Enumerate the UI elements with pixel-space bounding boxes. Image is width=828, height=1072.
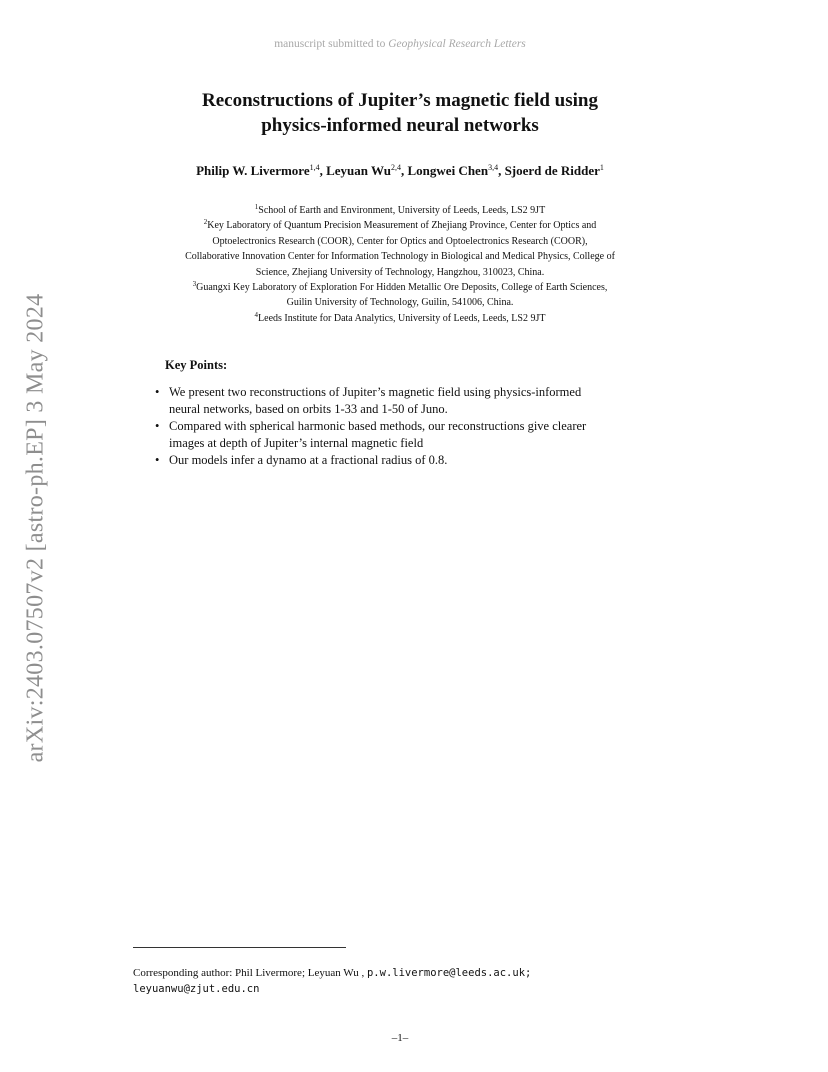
bullet-icon: • xyxy=(155,453,160,467)
corresponding-author-footnote xyxy=(133,965,653,997)
email-link[interactable]: leyuanwu@zjut.edu.cn xyxy=(133,983,260,995)
key-point-item: • Our models infer a dynamo at a fractional radius of 0.8. xyxy=(155,453,448,467)
title-line-1: Reconstructions of Jupiter’s magnetic field using xyxy=(202,90,598,111)
author-name: Longwei Chen xyxy=(407,163,489,178)
author-name: Sjoerd de Ridder xyxy=(504,163,600,178)
affiliation-line: Collaborative Innovation Center for Information Technology in Biological and Medical Physics, College of xyxy=(185,251,615,263)
affiliation-line: $^3$Guangxi Key Laboratory of Exploration For Hidden Metallic Ore Deposits, College of Earth Sciences, xyxy=(192,280,608,294)
author-name: Leyuan Wu xyxy=(326,163,392,178)
bullet-icon: • xyxy=(155,419,160,433)
title-line-2: physics-informed neural networks xyxy=(261,115,539,136)
header-prefix: manuscript submitted to xyxy=(274,38,389,50)
email-link[interactable]: p.w.livermore@leeds.ac.uk; xyxy=(366,967,532,979)
affiliation-line: Science, Zhejiang University of Technology, Hangzhou, 310023, China. xyxy=(255,266,545,278)
affiliation-mark: 4 xyxy=(254,310,259,319)
key-point-item: • We present two reconstructions of Jupiter’s magnetic field using physics-informed neural networks, based on orbits 1-33 and 1-50 of Juno. xyxy=(155,385,582,416)
author-affiliation-mark: 3,4 xyxy=(488,163,499,172)
affiliation-line: $^4$Leeds Institute for Data Analytics, University of Leeds, Leeds, LS2 9JT xyxy=(254,310,546,324)
journal-name: Geophysical Research Letters xyxy=(388,38,526,50)
author-list: Philip W. Livermore$^{1,4}$, Leyuan Wu$^{2,4}$, Longwei Chen$^{3,4}$, Sjoerd de Ridder$^1$ xyxy=(196,163,604,178)
arxiv-identifier-stamp: arXiv:2403.07507v2 [astro-ph.EP] 3 May 2024 xyxy=(22,293,49,763)
footnote-text: Corresponding author: Phil Livermore; Leyuan Wu , xyxy=(133,967,367,979)
paper-title xyxy=(134,88,666,138)
author-affiliation-mark: 1 xyxy=(599,163,604,172)
page-number: –1– xyxy=(391,1032,409,1044)
affiliation-line: Guilin University of Technology, Guilin, 541006, China. xyxy=(286,297,514,309)
key-points-heading: Key Points: xyxy=(165,358,228,372)
key-points-list xyxy=(153,384,665,470)
affiliations-block xyxy=(120,203,680,326)
manuscript-header xyxy=(0,38,800,50)
affiliation-line: Optoelectronics Research (COOR), Center for Optics and Optoelectronics Research (COOR), xyxy=(212,235,588,247)
footnote-divider xyxy=(133,947,346,948)
affiliation-mark: 1 xyxy=(254,203,259,211)
bullet-icon: • xyxy=(155,385,160,399)
affiliation-line: $^1$School of Earth and Environment, University of Leeds, Leeds, LS2 9JT xyxy=(254,203,546,216)
author-name: Philip W. Livermore xyxy=(196,163,310,178)
affiliation-mark: 3 xyxy=(192,280,197,289)
author-affiliation-mark: 2,4 xyxy=(391,163,402,172)
affiliation-line: $^2$Key Laboratory of Quantum Precision Measurement of Zhejiang Province, Center for Optics and xyxy=(203,218,597,232)
affiliation-mark: 2 xyxy=(203,218,208,227)
key-point-item: • Compared with spherical harmonic based methods, our reconstructions give clearer images at depth of Jupiter’s internal magnetic field xyxy=(155,419,587,450)
author-affiliation-mark: 1,4 xyxy=(309,163,320,172)
